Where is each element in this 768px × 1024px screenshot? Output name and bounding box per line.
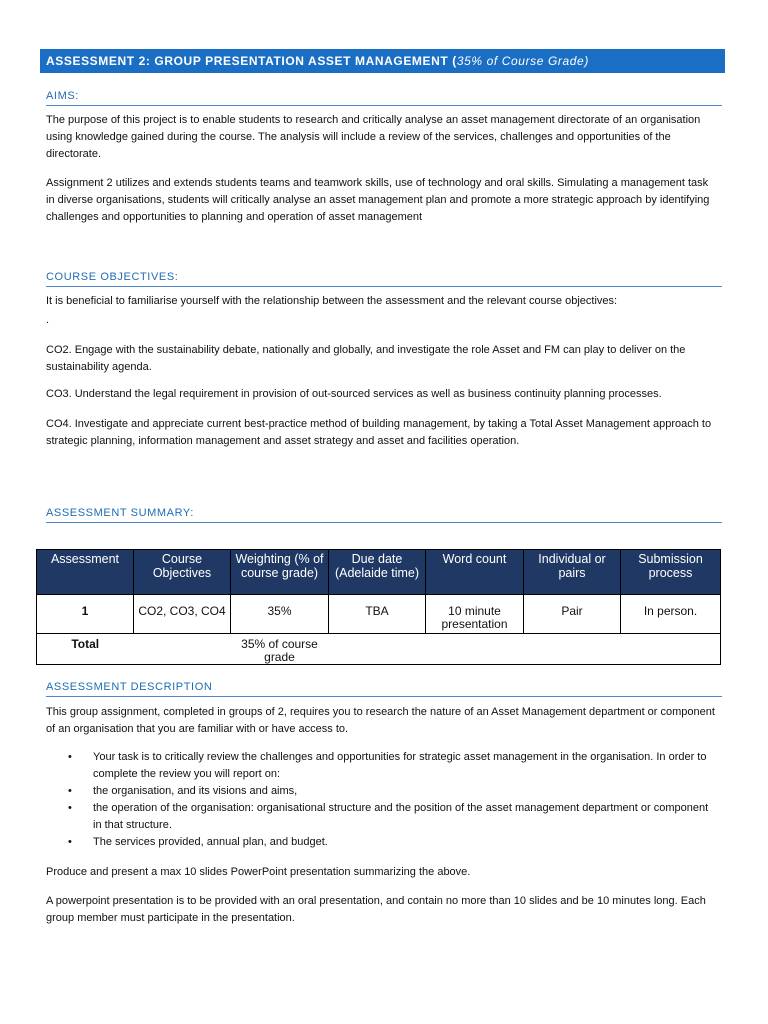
description-bullet-list	[46, 749, 716, 851]
header-weighting: Weighting (% of course grade)	[231, 550, 329, 595]
total-empty-2	[329, 634, 426, 665]
course-objectives-heading: COURSE OBJECTIVES:	[46, 270, 722, 287]
total-empty-5	[621, 634, 721, 665]
cell-course-objectives: CO2, CO3, CO4	[134, 595, 231, 634]
cell-individual-or-pairs: Pair	[524, 595, 621, 634]
aims-heading: AIMS:	[46, 89, 722, 106]
table-row	[37, 595, 721, 634]
cell-submission-process: In person.	[621, 595, 721, 634]
assessment-summary-heading: ASSESSMENT SUMMARY:	[46, 506, 722, 523]
total-weighting: 35% of course grade	[231, 634, 329, 665]
list-item	[46, 834, 716, 851]
table-header-row	[37, 550, 721, 595]
bullet-glyph: •	[68, 802, 72, 814]
description-intro: This group assignment, completed in groups of 2, requires you to research the nature of an Asset Management department or component of an organisation that you are familiar with or have access to.	[46, 706, 715, 735]
list-item	[46, 783, 716, 800]
objective-co4: CO4. Investigate and appreciate current best-practice method of building management, by taking a Total Asset Management approach to strategic planning, information management and asset strategy and asset and facilities operation.	[46, 418, 712, 447]
objectives-intro: It is beneficial to familiarise yourself with the relationship between the assessment and the relevant course objectives:	[46, 295, 618, 307]
bullet-text: Your task is to critically review the challenges and opportunities for strategic asset management in the organisation. In order to complete the review you will report on:	[93, 751, 707, 780]
bullet-text: the operation of the organisation: organisational structure and the position of the asset management department or component in that structure.	[93, 802, 709, 831]
assessment-title-banner	[40, 49, 725, 73]
bullet-text: The services provided, annual plan, and budget.	[93, 836, 328, 848]
table-total-row	[37, 634, 721, 665]
list-item	[46, 749, 716, 783]
header-course-objectives: Course Objectives	[134, 550, 231, 595]
total-empty-1	[134, 634, 231, 665]
bullet-glyph: •	[68, 751, 72, 763]
objectives-dot: .	[46, 314, 50, 326]
aims-paragraph-2: Assignment 2 utilizes and extends students teams and teamwork skills, use of technology and oral skills. Simulating a management task in diverse organisations, students will critically analyse an asset management plan and promote a more strategic approach by identifying challenges and opportunities to planning and operation of asset management	[46, 177, 710, 223]
header-submission-process: Submission process	[621, 550, 721, 595]
powerpoint-paragraph: A powerpoint presentation is to be provided with an oral presentation, and contain no more than 10 slides and be 10 minutes long. Each group member must participate in the presentation.	[46, 895, 706, 924]
header-assessment: Assessment	[37, 550, 134, 595]
header-due-date: Due date (Adelaide time)	[329, 550, 426, 595]
assessment-summary-table	[36, 549, 721, 665]
bullet-glyph: •	[68, 836, 72, 848]
total-label: Total	[37, 634, 134, 665]
bullet-text: the organisation, and its visions and aims,	[93, 785, 298, 797]
aims-paragraph-1: The purpose of this project is to enable students to research and critically analyse an asset management directorate of an organisation using knowledge gained during the course. The analysis will include a review of the services, challenges and opportunities of the directorate.	[46, 114, 701, 160]
cell-assessment: 1	[37, 595, 134, 634]
list-item	[46, 800, 716, 834]
objective-co3: CO3. Understand the legal requirement in provision of out-sourced services as well as business continuity planning processes.	[46, 388, 662, 400]
cell-due-date: TBA	[329, 595, 426, 634]
total-empty-3	[426, 634, 524, 665]
cell-weighting: 35%	[231, 595, 329, 634]
assessment-description-heading: ASSESSMENT DESCRIPTION	[46, 680, 722, 697]
cell-word-count: 10 minute presentation	[426, 595, 524, 634]
total-empty-4	[524, 634, 621, 665]
banner-grade-note: 35% of Course Grade)	[456, 54, 589, 68]
header-individual-or-pairs: Individual or pairs	[524, 550, 621, 595]
produce-paragraph: Produce and present a max 10 slides PowerPoint presentation summarizing the above.	[46, 866, 471, 878]
banner-title: ASSESSMENT 2: GROUP PRESENTATION ASSET MANAGEMENT (	[46, 54, 457, 68]
bullet-glyph: •	[68, 785, 72, 797]
header-word-count: Word count	[426, 550, 524, 595]
objective-co2: CO2. Engage with the sustainability debate, nationally and globally, and investigate the role Asset and FM can play to deliver on the sustainability agenda.	[46, 344, 686, 373]
